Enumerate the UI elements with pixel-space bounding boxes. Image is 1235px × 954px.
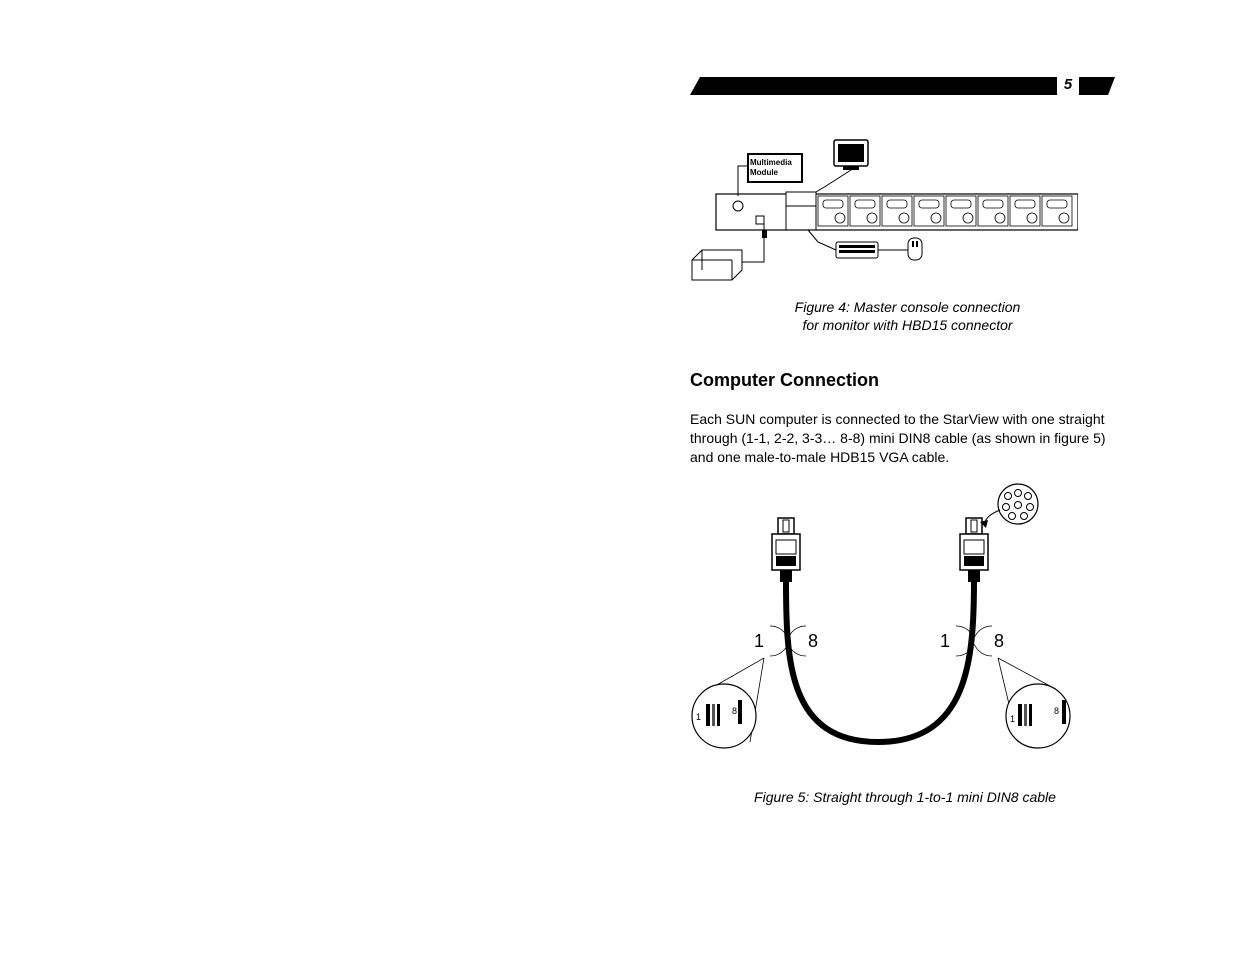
detail-left-1: 1: [696, 712, 702, 722]
header-bar: [690, 77, 1115, 95]
wire-label-left-8: 8: [808, 631, 819, 651]
power-adapter-icon: [692, 250, 742, 280]
body-line-3: and one male-to-male HDB15 VGA cable.: [690, 449, 950, 465]
detail-left-8: 8: [732, 706, 738, 716]
figure-4-caption-line2: for monitor with HBD15 connector: [802, 317, 1013, 333]
wire-label-right-8: 8: [994, 631, 1005, 651]
cable: [786, 580, 974, 742]
right-wire-detail: [998, 658, 1070, 748]
module-label-line2: Module: [750, 168, 778, 177]
figure-4-caption: [740, 298, 1075, 334]
figure-5-diagram: [688, 480, 1080, 752]
section-body: [690, 410, 1120, 467]
detail-right-8: 8: [1054, 706, 1060, 716]
right-connector: [960, 518, 988, 582]
figure-4-caption-line1: Figure 4: Master console connection: [794, 299, 1021, 315]
wire-label-right-1: 1: [940, 631, 951, 651]
figure-4-diagram: [686, 136, 1078, 284]
wire-label-left-1: 1: [754, 631, 765, 651]
monitor-icon: [834, 140, 868, 170]
body-line-1: Each SUN computer is connected to the StarView with one straight: [690, 411, 1105, 427]
left-connector: [772, 518, 800, 582]
keyboard-icon: [836, 242, 878, 258]
module-label-line1: Multimedia: [750, 158, 792, 167]
page-number: 5: [1057, 74, 1079, 96]
left-wire-detail: [692, 658, 764, 748]
section-title: Computer Connection: [690, 370, 879, 390]
mouse-icon: [908, 238, 922, 260]
body-line-2: through (1-1, 2-2, 3-3… 8-8) mini DIN8 cable (as shown in figure 5): [690, 430, 1106, 446]
din8-pin-face-icon: [980, 484, 1038, 528]
figure-5-caption: Figure 5: Straight through 1-to-1 mini DIN8 cable: [754, 789, 1056, 805]
detail-right-1: 1: [1010, 714, 1016, 724]
